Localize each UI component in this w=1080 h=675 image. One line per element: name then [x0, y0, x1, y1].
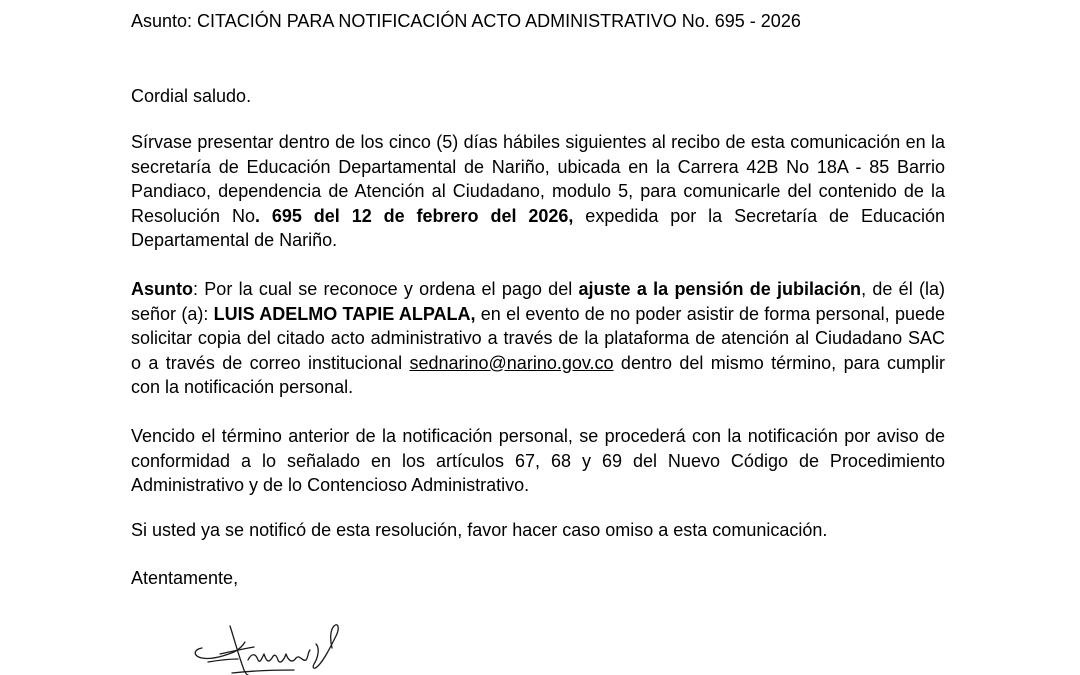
resolution-reference: . 695 del 12 de febrero del 2026,	[254, 205, 574, 226]
subject-text-2: , de él (la) señor (a):	[131, 279, 945, 324]
greeting: Cordial saludo.	[131, 86, 252, 106]
handwritten-signature	[190, 618, 360, 675]
recipient-name: LUIS ADELMO TAPIE ALPALA,	[213, 303, 476, 324]
paragraph-deadline-notice: Vencido el término anterior de la notificación personal, se procederá con la notificación por aviso de conformidad a lo señalado en los artículos 67, 68 y 69 del Nuevo Código de Procedimiento Administrativo y de lo Contencioso Administrativo.	[131, 426, 945, 495]
pension-topic: ajuste a la pensión de jubilación	[578, 279, 862, 299]
subject-text-4: dentro del mismo término, para cumplir con la notificación personal.	[131, 352, 945, 397]
institutional-email-link[interactable]: sednarino@narino.gov.co	[409, 352, 614, 373]
paragraph-disregard-notice: Si usted ya se notificó de esta resolución, favor hacer caso omiso a esta comunicación.	[131, 520, 828, 540]
letter-subject: Asunto: CITACIÓN PARA NOTIFICACIÓN ACTO ADMINISTRATIVO No. 695 - 2026	[131, 11, 801, 31]
paragraph-subject-details	[131, 277, 945, 400]
subject-text: : Por la cual se reconoce y ordena el pago del	[193, 279, 579, 299]
closing: Atentamente,	[131, 568, 239, 588]
subject-text-3: en el evento de no poder asistir de forma personal, puede solicitar copia del citado acto administrativo a través de la plataforma de atención al Ciudadano SAC o a través de correo institucional	[131, 303, 946, 373]
paragraph-citation	[131, 130, 945, 253]
citation-text: Sírvase presentar dentro de los cinco (5) días hábiles siguientes al recibo de esta comunicación en la secretaría de Educación Departamental de Nariño, ubicada en la Carrera 42B No 18A - 85 Barrio Pandiaco, dependencia de Atención al Ciudadano, modulo 5, para comunicarle del contenido de la Resolución No	[131, 132, 945, 226]
citation-issuer-text: expedida por la Secretaría de Educación Departamental de Nariño.	[131, 205, 946, 250]
subject-label: Asunto	[131, 279, 193, 299]
